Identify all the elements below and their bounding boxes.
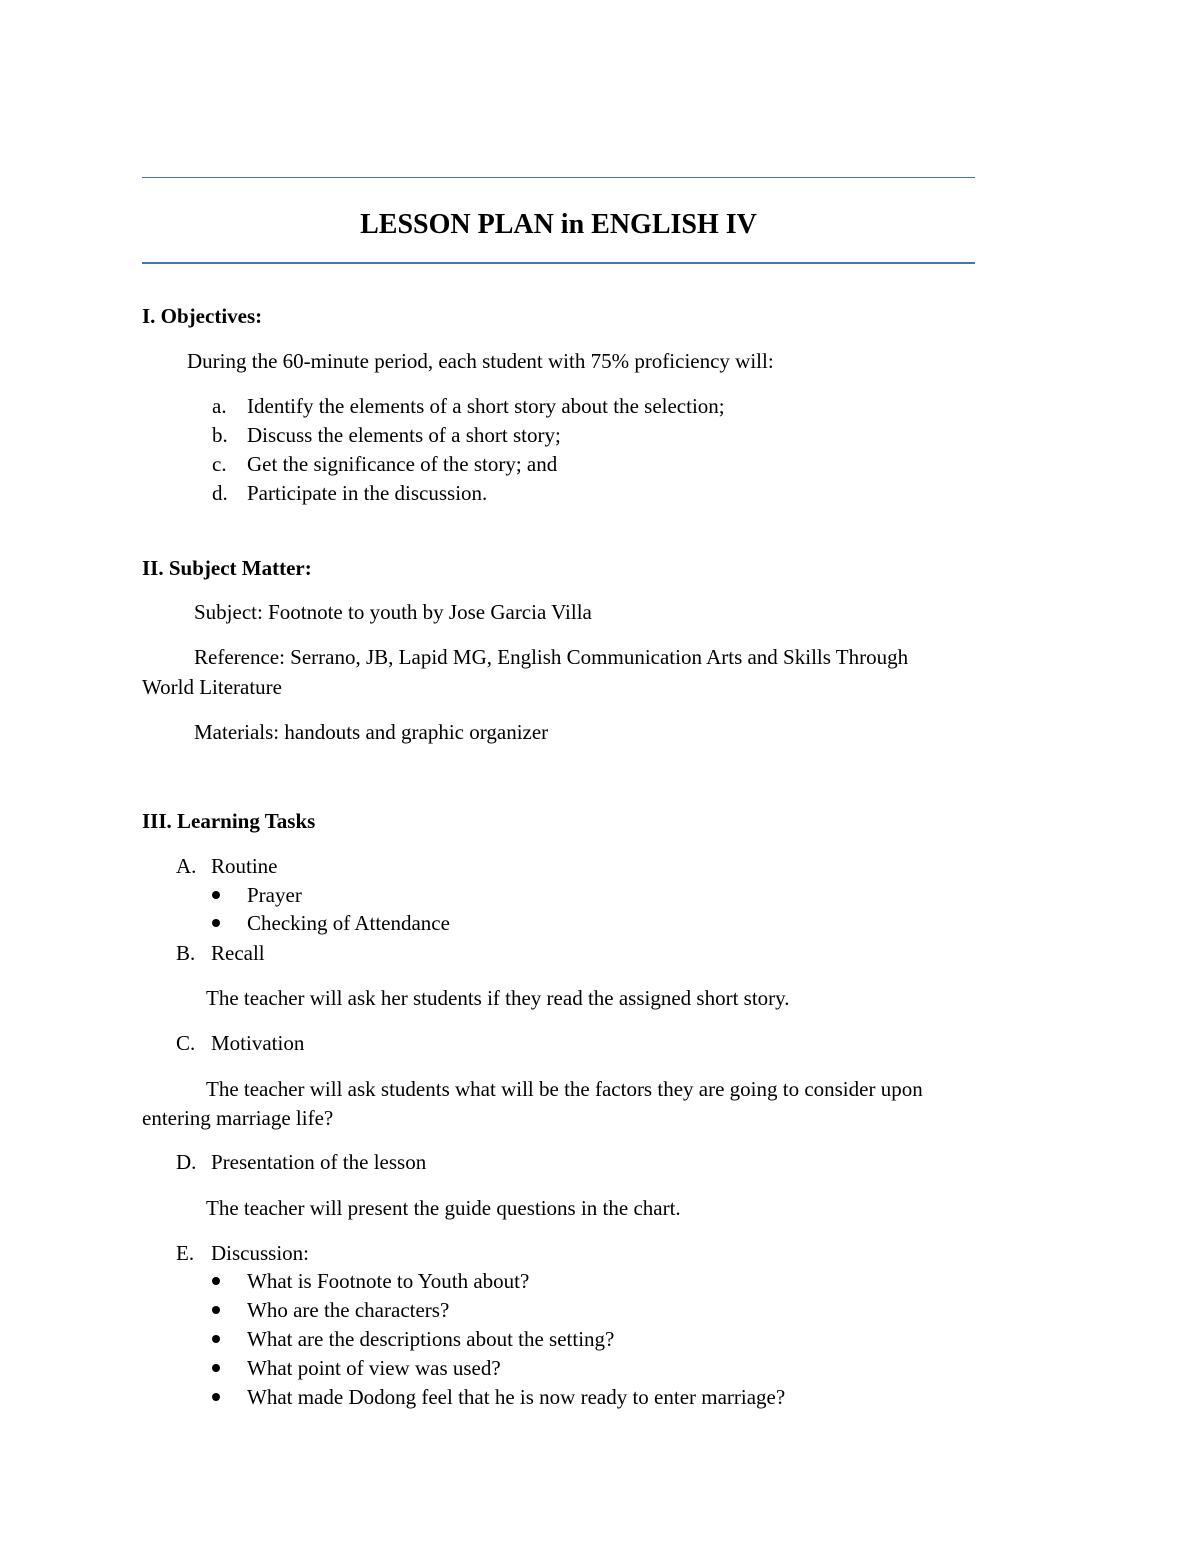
objective-item-b: Discuss the elements of a short story; [247, 423, 561, 447]
reference-line-1: Reference: Serrano, JB, Lapid MG, English Communication Arts and Skills Through [194, 645, 909, 669]
page-title: LESSON PLAN in ENGLISH IV [360, 209, 757, 240]
discussion-marker: E. [176, 1241, 195, 1265]
objective-marker-c: c. [212, 452, 227, 476]
objective-item-d: Participate in the discussion. [247, 481, 488, 505]
bullet-icon [212, 891, 220, 899]
motivation-label: Motivation [211, 1031, 305, 1055]
reference-line-2: World Literature [142, 675, 282, 699]
subject-line: Subject: Footnote to youth by Jose Garcia Villa [194, 600, 592, 624]
motivation-text-line-1: The teacher will ask students what will be the factors they are going to consider upon [206, 1077, 923, 1101]
discussion-label: Discussion: [211, 1241, 310, 1265]
bullet-icon [212, 919, 220, 927]
motivation-marker: C. [176, 1031, 196, 1055]
objective-item-a: Identify the elements of a short story about the selection; [247, 394, 725, 418]
objective-marker-d: d. [212, 481, 228, 505]
routine-item-prayer: Prayer [247, 883, 302, 907]
subject-matter-heading: II. Subject Matter: [142, 556, 312, 580]
bullet-icon [212, 1277, 220, 1285]
objectives-heading: I. Objectives: [142, 304, 263, 328]
bullet-icon [212, 1306, 220, 1314]
routine-item-attendance: Checking of Attendance [247, 911, 450, 935]
discussion-question: What made Dodong feel that he is now ready to enter marriage? [247, 1385, 786, 1409]
materials-line: Materials: handouts and graphic organizer [194, 720, 549, 744]
routine-label: Routine [211, 854, 278, 878]
bullet-icon [212, 1364, 220, 1372]
objectives-intro: During the 60-minute period, each student with 75% proficiency will: [187, 349, 774, 373]
title-bottom-rule [142, 262, 975, 264]
objective-marker-b: b. [212, 423, 228, 447]
objective-item-c: Get the significance of the story; and [247, 452, 558, 476]
discussion-question: What is Footnote to Youth about? [247, 1269, 530, 1293]
presentation-marker: D. [176, 1150, 197, 1174]
presentation-label: Presentation of the lesson [211, 1150, 427, 1174]
recall-marker: B. [176, 941, 196, 965]
discussion-question: What point of view was used? [247, 1356, 501, 1380]
objective-marker-a: a. [212, 394, 227, 418]
routine-marker: A. [176, 854, 197, 878]
discussion-question: Who are the characters? [247, 1298, 450, 1322]
discussion-question: What are the descriptions about the setting? [247, 1327, 615, 1351]
learning-tasks-heading: III. Learning Tasks [142, 809, 316, 833]
bullet-icon [212, 1335, 220, 1343]
title-top-rule [142, 177, 975, 178]
presentation-text: The teacher will present the guide questions in the chart. [206, 1196, 681, 1220]
recall-text: The teacher will ask her students if they read the assigned short story. [206, 986, 790, 1010]
bullet-icon [212, 1393, 220, 1401]
motivation-text-line-2: entering marriage life? [142, 1106, 334, 1130]
recall-label: Recall [211, 941, 265, 965]
